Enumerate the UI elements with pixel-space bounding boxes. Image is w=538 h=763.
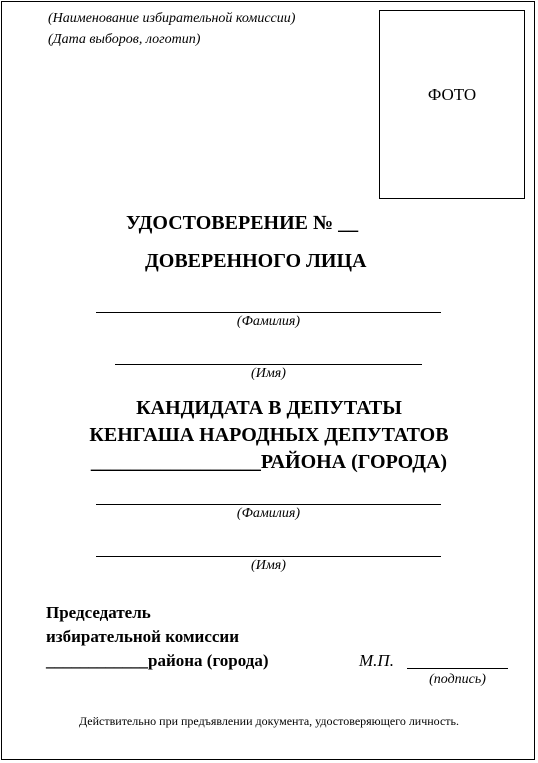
candidate-heading-line2: КЕНГАША НАРОДНЫХ ДЕПУТАТОВ — [89, 424, 449, 446]
trustee-surname-line — [96, 312, 441, 313]
stamp-label: М.П. — [359, 651, 394, 670]
candidate-heading-line1: КАНДИДАТА В ДЕПУТАТЫ — [136, 397, 402, 419]
trustee-name-caption: (Имя) — [251, 366, 286, 381]
election-date-placeholder: (Дата выборов, логотип) — [48, 32, 201, 47]
candidate-surname-caption: (Фамилия) — [236, 506, 301, 521]
validity-note: Действительно при предъявлении документа, удостоверяющего личность. — [78, 714, 460, 728]
commission-name-placeholder: (Наименование избирательной комиссии) — [48, 11, 296, 26]
chairman-label-line1: Председатель — [46, 603, 151, 622]
candidate-name-caption: (Имя) — [251, 558, 286, 573]
chairman-label-line2: избирательной комиссии — [46, 627, 240, 646]
candidate-heading-line3: _________________РАЙОНА (ГОРОДА) — [90, 451, 448, 473]
photo-box — [379, 10, 525, 199]
certificate-title-line1: УДОСТОВЕРЕНИЕ № __ — [126, 212, 359, 234]
trustee-surname-caption: (Фамилия) — [236, 314, 301, 329]
signature-caption: (подпись) — [429, 672, 486, 687]
candidate-surname-line — [96, 504, 441, 505]
trustee-name-line — [115, 364, 422, 365]
photo-label: ФОТО — [427, 85, 477, 104]
signature-line — [407, 668, 508, 669]
candidate-name-line — [96, 556, 441, 557]
certificate-title-line2: ДОВЕРЕННОГО ЛИЦА — [145, 250, 367, 272]
chairman-label-line3: ____________района (города) — [46, 651, 269, 670]
